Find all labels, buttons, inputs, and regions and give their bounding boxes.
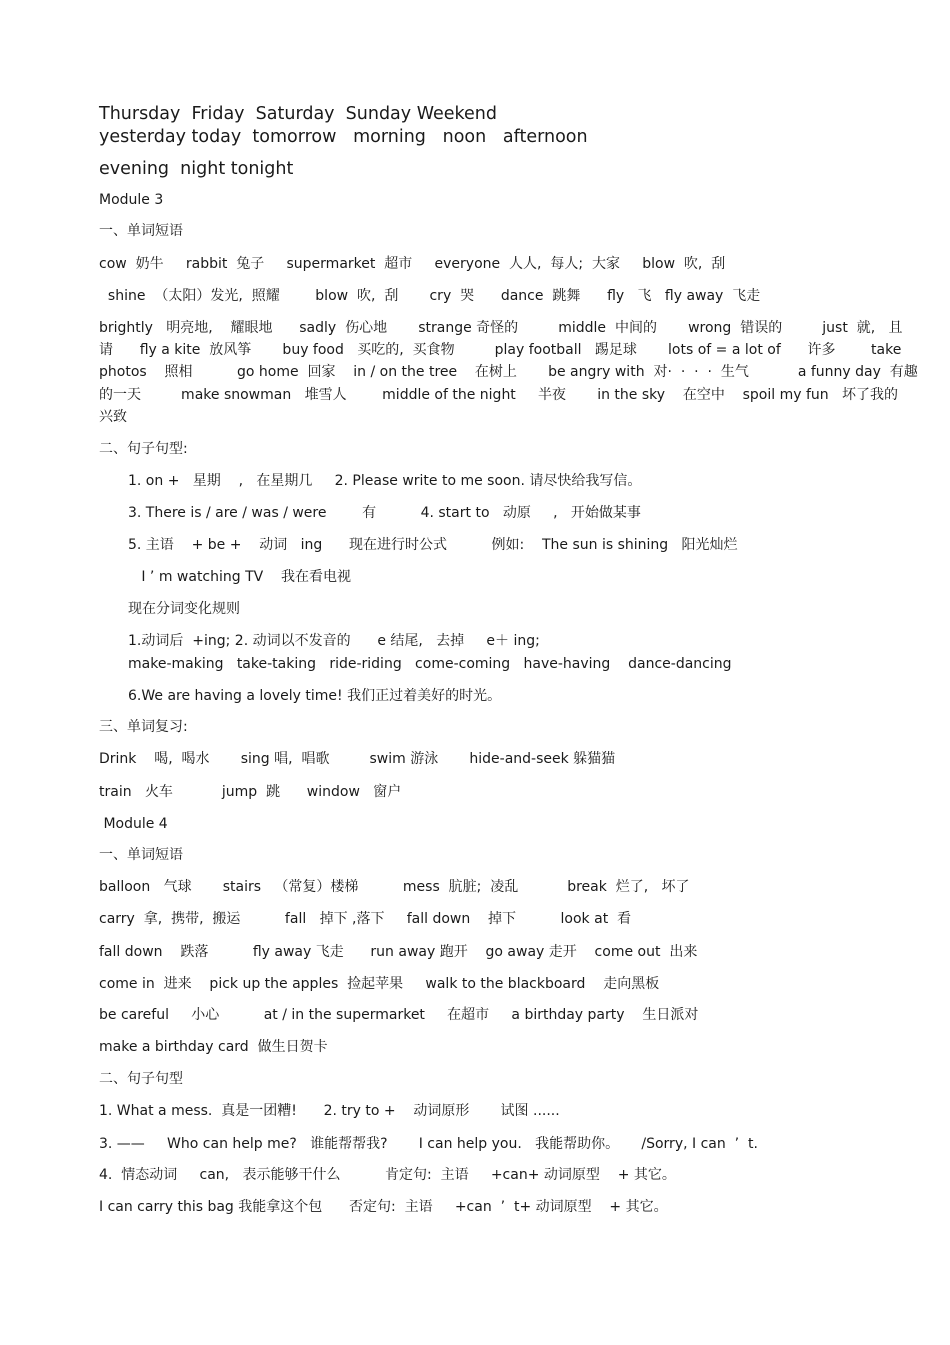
module-4-heading: Module 4: [99, 816, 168, 832]
vocab-line: make a birthday card 做生日贺卡: [99, 1039, 328, 1055]
sentence-pattern: 4. 情态动词 can, 表示能够干什么 肯定句: 主语 +can+ 动词原型 + 其它。: [99, 1167, 676, 1183]
review-line: Drink 喝, 喝水 sing 唱, 唱歌 swim 游泳 hide-and-seek 躲猫猫: [99, 751, 616, 767]
vocab-line: 的一天 make snowman 堆雪人 middle of the night 半夜 in the sky 在空中 spoil my fun 坏了我的: [99, 387, 899, 403]
vocab-line: be careful 小心 at / in the supermarket 在超市 a birthday party 生日派对: [99, 1007, 699, 1023]
sentence-pattern: 3. There is / are / was / were 有 4. start to 动原 , 开始做某事: [128, 505, 641, 521]
days-of-week-line: Thursday Friday Saturday Sunday Weekend: [99, 104, 497, 124]
section-heading: 二、句子句型:: [99, 441, 188, 457]
section-heading: 三、单词复习:: [99, 719, 188, 735]
sentence-pattern: I can carry this bag 我能拿这个包 否定句: 主语 +can ’ t+ 动词原型 + 其它。: [99, 1199, 668, 1215]
time-words-line: yesterday today tomorrow morning noon afternoon: [99, 127, 588, 147]
vocab-line: photos 照相 go home 回家 in / on the tree 在树上 be angry with 对· · · · 生气 a funny day 有趣: [99, 364, 918, 380]
rule-line: 1.动词后 +ing; 2. 动词以不发音的 e 结尾, 去掉 e＋ ing;: [128, 633, 540, 649]
vocab-line: brightly 明亮地, 耀眼地 sadly 伤心地 strange 奇怪的 middle 中间的 wrong 错误的 just 就, 且: [99, 320, 903, 336]
vocab-line: carry 拿, 携带, 搬运 fall 掉下 ,落下 fall down 掉下 look at 看: [99, 911, 632, 927]
rule-examples: make-making take-taking ride-riding come-coming have-having dance-dancing: [128, 656, 732, 672]
sentence-pattern: 1. on + 星期 , 在星期几 2. Please write to me soon. 请尽快给我写信。: [128, 473, 642, 489]
section-heading: 一、单词短语: [99, 847, 183, 863]
vocab-line: 请 fly a kite 放风筝 buy food 买吃的, 买食物 play football 踢足球 lots of = a lot of 许多 take: [99, 342, 902, 358]
sentence-pattern: 1. What a mess. 真是一团糟! 2. try to + 动词原形 试图 ......: [99, 1103, 560, 1119]
vocab-line: cow 奶牛 rabbit 兔子 supermarket 超市 everyone 人人, 每人; 大家 blow 吹, 刮: [99, 256, 726, 272]
sentence-example: I ’ m watching TV 我在看电视: [128, 569, 352, 585]
sentence-pattern: 6.We are having a lovely time! 我们正过着美好的时光。: [128, 688, 502, 704]
section-heading: 二、句子句型: [99, 1071, 183, 1087]
sentence-pattern: 5. 主语 + be + 动词 ing 现在进行时公式 例如: The sun is shining 阳光灿烂: [128, 537, 738, 553]
evening-words-line: evening night tonight: [99, 159, 294, 179]
review-line: train 火车 jump 跳 window 窗户: [99, 784, 402, 800]
rule-heading: 现在分词变化规则: [128, 601, 240, 617]
section-heading: 一、单词短语: [99, 223, 183, 239]
sentence-pattern: 3. —— Who can help me? 谁能帮帮我? I can help you. 我能帮助你。 /Sorry, I can ’ t.: [99, 1136, 758, 1152]
vocab-line: 兴致: [99, 409, 127, 425]
vocab-line: balloon 气球 stairs （常复）楼梯 mess 肮脏; 凌乱 break 烂了, 坏了: [99, 879, 690, 895]
vocab-line: come in 进来 pick up the apples 捡起苹果 walk to the blackboard 走向黑板: [99, 976, 660, 992]
module-3-heading: Module 3: [99, 192, 164, 208]
vocab-line: fall down 跌落 fly away 飞走 run away 跑开 go away 走开 come out 出来: [99, 944, 698, 960]
vocab-line: shine （太阳）发光, 照耀 blow 吹, 刮 cry 哭 dance 跳舞 fly 飞 fly away 飞走: [99, 288, 761, 304]
